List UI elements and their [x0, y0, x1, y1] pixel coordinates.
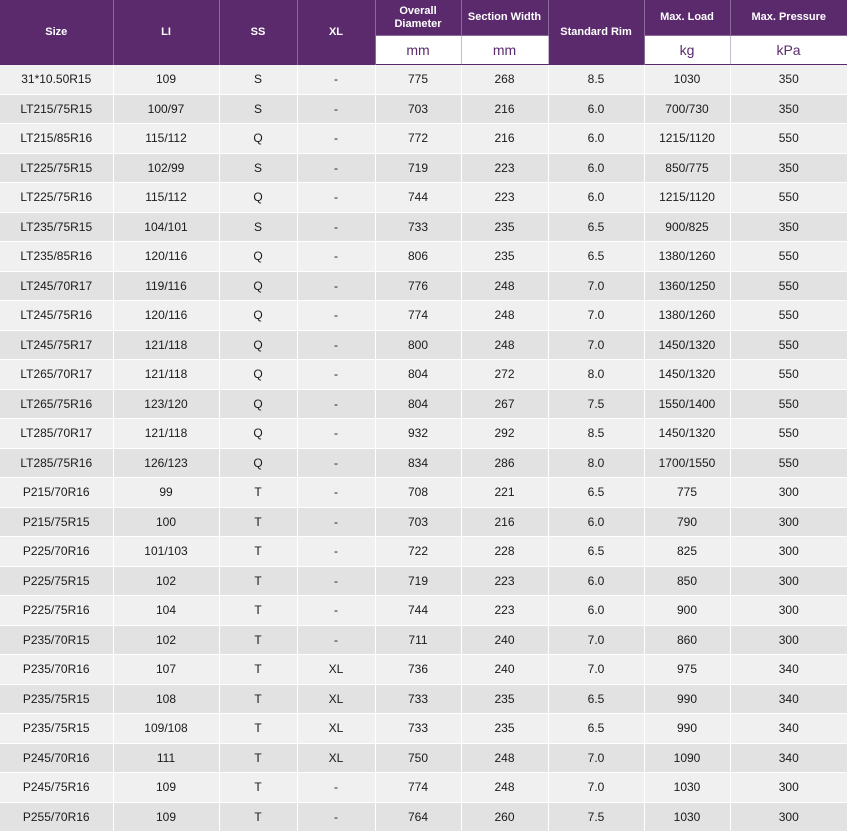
extra-load-cell: - [297, 419, 375, 449]
table-row [0, 212, 847, 242]
max-pressure-cell: 550 [730, 183, 847, 213]
overall-diameter-cell: 750 [375, 743, 461, 773]
standard-rim-cell: 7.0 [548, 655, 644, 685]
load-index-cell: 104 [113, 596, 219, 626]
extra-load-header: XL [297, 0, 375, 65]
table-row [0, 655, 847, 685]
overall-diameter-cell: 719 [375, 153, 461, 183]
section-width-cell: 248 [461, 743, 548, 773]
overall-diameter-cell: 736 [375, 655, 461, 685]
section-width-cell: 223 [461, 596, 548, 626]
max-pressure-cell: 550 [730, 448, 847, 478]
size-cell: LT225/75R15 [0, 153, 113, 183]
size-cell: P235/75R15 [0, 684, 113, 714]
speed-symbol-cell: T [219, 537, 297, 567]
section-width-cell: 216 [461, 507, 548, 537]
section-width-cell: 235 [461, 212, 548, 242]
overall-diameter-cell: 932 [375, 419, 461, 449]
load-index-cell: 108 [113, 684, 219, 714]
max-load-cell: 1450/1320 [644, 419, 730, 449]
standard-rim-cell: 7.5 [548, 802, 644, 832]
standard-rim-cell: 6.5 [548, 714, 644, 744]
extra-load-cell: XL [297, 684, 375, 714]
speed-symbol-cell: Q [219, 183, 297, 213]
max-load-cell: 860 [644, 625, 730, 655]
overall-diameter-cell: 764 [375, 802, 461, 832]
section-width-cell: 286 [461, 448, 548, 478]
standard-rim-cell: 8.0 [548, 448, 644, 478]
section-width-cell: 221 [461, 478, 548, 508]
standard-rim-cell: 6.0 [548, 507, 644, 537]
load-index-header: LI [113, 0, 219, 65]
table-row [0, 153, 847, 183]
extra-load-cell: - [297, 330, 375, 360]
size-cell: LT285/75R16 [0, 448, 113, 478]
table-row [0, 684, 847, 714]
size-cell: LT235/75R15 [0, 212, 113, 242]
standard-rim-cell: 6.5 [548, 478, 644, 508]
max-pressure-cell: 300 [730, 478, 847, 508]
overall-diameter-cell: 703 [375, 94, 461, 124]
size-cell: P235/70R15 [0, 625, 113, 655]
standard-rim-cell: 6.0 [548, 124, 644, 154]
table-row [0, 566, 847, 596]
speed-symbol-cell: Q [219, 360, 297, 390]
load-index-cell: 109 [113, 65, 219, 95]
max-pressure-cell: 550 [730, 360, 847, 390]
size-cell: LT265/75R16 [0, 389, 113, 419]
standard-rim-cell: 6.0 [548, 566, 644, 596]
max-load-cell: 900/825 [644, 212, 730, 242]
size-cell: LT225/75R16 [0, 183, 113, 213]
max-load-cell: 1450/1320 [644, 360, 730, 390]
header-row [0, 0, 847, 36]
load-index-cell: 121/118 [113, 360, 219, 390]
table-row [0, 625, 847, 655]
standard-rim-cell: 6.0 [548, 596, 644, 626]
size-header: Size [0, 0, 113, 65]
table-row [0, 419, 847, 449]
max-pressure-cell: 550 [730, 389, 847, 419]
max-load-cell: 1380/1260 [644, 242, 730, 272]
load-index-cell: 102/99 [113, 153, 219, 183]
speed-symbol-cell: T [219, 566, 297, 596]
load-index-cell: 120/116 [113, 301, 219, 331]
speed-symbol-cell: Q [219, 448, 297, 478]
extra-load-cell: - [297, 183, 375, 213]
speed-symbol-cell: Q [219, 124, 297, 154]
table-header [0, 0, 847, 65]
speed-symbol-cell: T [219, 625, 297, 655]
extra-load-cell: - [297, 301, 375, 331]
table-row [0, 507, 847, 537]
standard-rim-cell: 7.0 [548, 301, 644, 331]
max-load-cell: 1215/1120 [644, 124, 730, 154]
speed-symbol-cell: T [219, 743, 297, 773]
speed-symbol-cell: S [219, 94, 297, 124]
overall-diameter-cell: 806 [375, 242, 461, 272]
table-row [0, 271, 847, 301]
section-width-cell: 240 [461, 625, 548, 655]
extra-load-cell: - [297, 94, 375, 124]
extra-load-cell: - [297, 360, 375, 390]
speed-symbol-cell: S [219, 65, 297, 95]
load-index-cell: 121/118 [113, 419, 219, 449]
max-pressure-cell: 350 [730, 153, 847, 183]
size-cell: P235/75R15 [0, 714, 113, 744]
max-pressure-header: Max. Pressure [730, 0, 847, 36]
max-pressure-cell: 340 [730, 714, 847, 744]
overall-diameter-header: Overall Diameter [375, 0, 461, 36]
speed-symbol-cell: T [219, 714, 297, 744]
size-cell: LT215/75R15 [0, 94, 113, 124]
section-width-cell: 260 [461, 802, 548, 832]
table-body [0, 65, 847, 832]
speed-symbol-cell: S [219, 153, 297, 183]
load-index-cell: 100 [113, 507, 219, 537]
section-width-cell: 240 [461, 655, 548, 685]
max-load-cell: 1380/1260 [644, 301, 730, 331]
max-pressure-cell: 300 [730, 596, 847, 626]
speed-symbol-cell: Q [219, 301, 297, 331]
standard-rim-cell: 6.5 [548, 684, 644, 714]
speed-symbol-cell: T [219, 773, 297, 803]
max-load-cell: 700/730 [644, 94, 730, 124]
standard-rim-cell: 7.0 [548, 625, 644, 655]
max-pressure-cell: 340 [730, 655, 847, 685]
speed-symbol-cell: T [219, 802, 297, 832]
extra-load-cell: - [297, 65, 375, 95]
max-pressure-cell: 300 [730, 802, 847, 832]
overall-diameter-cell: 708 [375, 478, 461, 508]
max-pressure-cell: 350 [730, 212, 847, 242]
size-cell: LT265/70R17 [0, 360, 113, 390]
max-pressure-cell: 300 [730, 625, 847, 655]
load-index-cell: 123/120 [113, 389, 219, 419]
max-load-cell: 990 [644, 684, 730, 714]
size-cell: P215/75R15 [0, 507, 113, 537]
extra-load-cell: - [297, 124, 375, 154]
max-pressure-cell: 350 [730, 94, 847, 124]
size-cell: P235/70R16 [0, 655, 113, 685]
overall-diameter-cell: 733 [375, 212, 461, 242]
size-cell: P245/70R16 [0, 743, 113, 773]
max-pressure-cell: 340 [730, 743, 847, 773]
load-index-cell: 104/101 [113, 212, 219, 242]
table-row [0, 714, 847, 744]
standard-rim-cell: 8.5 [548, 65, 644, 95]
speed-symbol-cell: Q [219, 242, 297, 272]
section-width-cell: 267 [461, 389, 548, 419]
standard-rim-cell: 7.0 [548, 743, 644, 773]
size-cell: P255/70R16 [0, 802, 113, 832]
max-load-cell: 1090 [644, 743, 730, 773]
standard-rim-cell: 6.0 [548, 153, 644, 183]
max-load-cell: 790 [644, 507, 730, 537]
max-load-cell: 1700/1550 [644, 448, 730, 478]
section-width-cell: 248 [461, 301, 548, 331]
max-pressure-cell: 550 [730, 330, 847, 360]
table-row [0, 360, 847, 390]
speed-symbol-cell: Q [219, 271, 297, 301]
extra-load-cell: - [297, 448, 375, 478]
max-load-cell: 1550/1400 [644, 389, 730, 419]
max-load-cell: 975 [644, 655, 730, 685]
max-load-cell: 1030 [644, 802, 730, 832]
table-row [0, 242, 847, 272]
max-pressure-cell: 300 [730, 507, 847, 537]
standard-rim-cell: 6.5 [548, 242, 644, 272]
overall-diameter-cell: 744 [375, 183, 461, 213]
max-pressure-cell: 300 [730, 566, 847, 596]
overall-diameter-cell: 772 [375, 124, 461, 154]
load-index-cell: 109/108 [113, 714, 219, 744]
load-index-cell: 107 [113, 655, 219, 685]
table-row [0, 448, 847, 478]
max-pressure-cell: 300 [730, 537, 847, 567]
standard-rim-cell: 7.5 [548, 389, 644, 419]
section-width-cell: 223 [461, 566, 548, 596]
max-load-cell: 1450/1320 [644, 330, 730, 360]
max-load-cell: 850 [644, 566, 730, 596]
load-index-cell: 101/103 [113, 537, 219, 567]
table-row [0, 773, 847, 803]
section-width-cell: 216 [461, 124, 548, 154]
section-width-cell: 248 [461, 773, 548, 803]
overall-diameter-cell: 711 [375, 625, 461, 655]
extra-load-cell: XL [297, 743, 375, 773]
size-cell: LT285/70R17 [0, 419, 113, 449]
load-index-cell: 126/123 [113, 448, 219, 478]
load-index-cell: 119/116 [113, 271, 219, 301]
extra-load-cell: - [297, 566, 375, 596]
speed-symbol-cell: T [219, 507, 297, 537]
section-width-cell: 228 [461, 537, 548, 567]
overall-diameter-cell: 804 [375, 389, 461, 419]
max-pressure-cell: 340 [730, 684, 847, 714]
overall-diameter-cell: 774 [375, 773, 461, 803]
load-index-cell: 102 [113, 566, 219, 596]
overall-diameter-cell: 775 [375, 65, 461, 95]
load-index-cell: 109 [113, 773, 219, 803]
table-row [0, 743, 847, 773]
section-width-cell: 292 [461, 419, 548, 449]
max-load-cell: 850/775 [644, 153, 730, 183]
size-cell: LT245/75R17 [0, 330, 113, 360]
max-load-cell: 1360/1250 [644, 271, 730, 301]
overall-diameter-cell: 733 [375, 684, 461, 714]
speed-symbol-cell: T [219, 684, 297, 714]
section-width-cell: 223 [461, 183, 548, 213]
section-width-header: Section Width [461, 0, 548, 36]
table-row [0, 124, 847, 154]
speed-symbol-cell: Q [219, 330, 297, 360]
overall-diameter-cell: 719 [375, 566, 461, 596]
table-row [0, 478, 847, 508]
extra-load-cell: XL [297, 655, 375, 685]
table-row [0, 94, 847, 124]
table-row [0, 389, 847, 419]
overall-diameter-cell: 774 [375, 301, 461, 331]
size-cell: P225/70R16 [0, 537, 113, 567]
section-width-cell: 235 [461, 714, 548, 744]
extra-load-cell: - [297, 271, 375, 301]
load-index-cell: 109 [113, 802, 219, 832]
load-index-cell: 100/97 [113, 94, 219, 124]
section-width-cell: 272 [461, 360, 548, 390]
speed-symbol-cell: T [219, 596, 297, 626]
load-index-cell: 115/112 [113, 124, 219, 154]
max-load-cell: 1030 [644, 773, 730, 803]
table-row [0, 183, 847, 213]
speed-symbol-cell: T [219, 478, 297, 508]
table-row [0, 537, 847, 567]
standard-rim-cell: 8.5 [548, 419, 644, 449]
speed-symbol-cell: T [219, 655, 297, 685]
standard-rim-cell: 7.0 [548, 773, 644, 803]
standard-rim-cell: 6.5 [548, 537, 644, 567]
section-width-cell: 248 [461, 271, 548, 301]
section-width-cell: 268 [461, 65, 548, 95]
extra-load-cell: XL [297, 714, 375, 744]
table-row [0, 330, 847, 360]
max-load-cell: 1215/1120 [644, 183, 730, 213]
max-pressure-cell: 300 [730, 773, 847, 803]
max-load-cell: 990 [644, 714, 730, 744]
load-index-cell: 121/118 [113, 330, 219, 360]
overall-diameter-cell: 776 [375, 271, 461, 301]
size-cell: P215/70R16 [0, 478, 113, 508]
section-width-cell: 235 [461, 684, 548, 714]
extra-load-cell: - [297, 507, 375, 537]
load-index-cell: 111 [113, 743, 219, 773]
max-pressure-cell: 550 [730, 301, 847, 331]
load-index-cell: 120/116 [113, 242, 219, 272]
standard-rim-cell: 7.0 [548, 271, 644, 301]
overall-diameter-cell: 834 [375, 448, 461, 478]
section-width-cell: 223 [461, 153, 548, 183]
extra-load-cell: - [297, 242, 375, 272]
size-cell: P225/75R16 [0, 596, 113, 626]
standard-rim-header: Standard Rim [548, 0, 644, 65]
table-row [0, 301, 847, 331]
max-load-header: Max. Load [644, 0, 730, 36]
size-cell: LT245/75R16 [0, 301, 113, 331]
extra-load-cell: - [297, 389, 375, 419]
section-width-unit: mm [461, 36, 548, 65]
extra-load-cell: - [297, 212, 375, 242]
overall-diameter-cell: 722 [375, 537, 461, 567]
table-row [0, 65, 847, 95]
size-cell: P225/75R15 [0, 566, 113, 596]
standard-rim-cell: 8.0 [548, 360, 644, 390]
size-cell: 31*10.50R15 [0, 65, 113, 95]
section-width-cell: 235 [461, 242, 548, 272]
extra-load-cell: - [297, 802, 375, 832]
overall-diameter-cell: 733 [375, 714, 461, 744]
extra-load-cell: - [297, 537, 375, 567]
max-load-cell: 825 [644, 537, 730, 567]
section-width-cell: 216 [461, 94, 548, 124]
max-load-unit: kg [644, 36, 730, 65]
overall-diameter-cell: 804 [375, 360, 461, 390]
section-width-cell: 248 [461, 330, 548, 360]
table-row [0, 596, 847, 626]
table-row [0, 802, 847, 832]
overall-diameter-cell: 800 [375, 330, 461, 360]
size-cell: P245/75R16 [0, 773, 113, 803]
load-index-cell: 102 [113, 625, 219, 655]
extra-load-cell: - [297, 625, 375, 655]
max-load-cell: 775 [644, 478, 730, 508]
max-pressure-cell: 550 [730, 242, 847, 272]
overall-diameter-cell: 744 [375, 596, 461, 626]
speed-symbol-cell: Q [219, 389, 297, 419]
standard-rim-cell: 7.0 [548, 330, 644, 360]
max-pressure-cell: 550 [730, 419, 847, 449]
max-pressure-cell: 550 [730, 124, 847, 154]
size-cell: LT215/85R16 [0, 124, 113, 154]
overall-diameter-cell: 703 [375, 507, 461, 537]
standard-rim-cell: 6.0 [548, 94, 644, 124]
max-pressure-unit: kPa [730, 36, 847, 65]
speed-symbol-cell: S [219, 212, 297, 242]
extra-load-cell: - [297, 773, 375, 803]
size-cell: LT235/85R16 [0, 242, 113, 272]
load-index-cell: 99 [113, 478, 219, 508]
standard-rim-cell: 6.5 [548, 212, 644, 242]
speed-symbol-cell: Q [219, 419, 297, 449]
load-index-cell: 115/112 [113, 183, 219, 213]
max-pressure-cell: 350 [730, 65, 847, 95]
size-cell: LT245/70R17 [0, 271, 113, 301]
extra-load-cell: - [297, 153, 375, 183]
overall-diameter-unit: mm [375, 36, 461, 65]
max-load-cell: 1030 [644, 65, 730, 95]
extra-load-cell: - [297, 596, 375, 626]
speed-symbol-header: SS [219, 0, 297, 65]
standard-rim-cell: 6.0 [548, 183, 644, 213]
extra-load-cell: - [297, 478, 375, 508]
max-load-cell: 900 [644, 596, 730, 626]
max-pressure-cell: 550 [730, 271, 847, 301]
